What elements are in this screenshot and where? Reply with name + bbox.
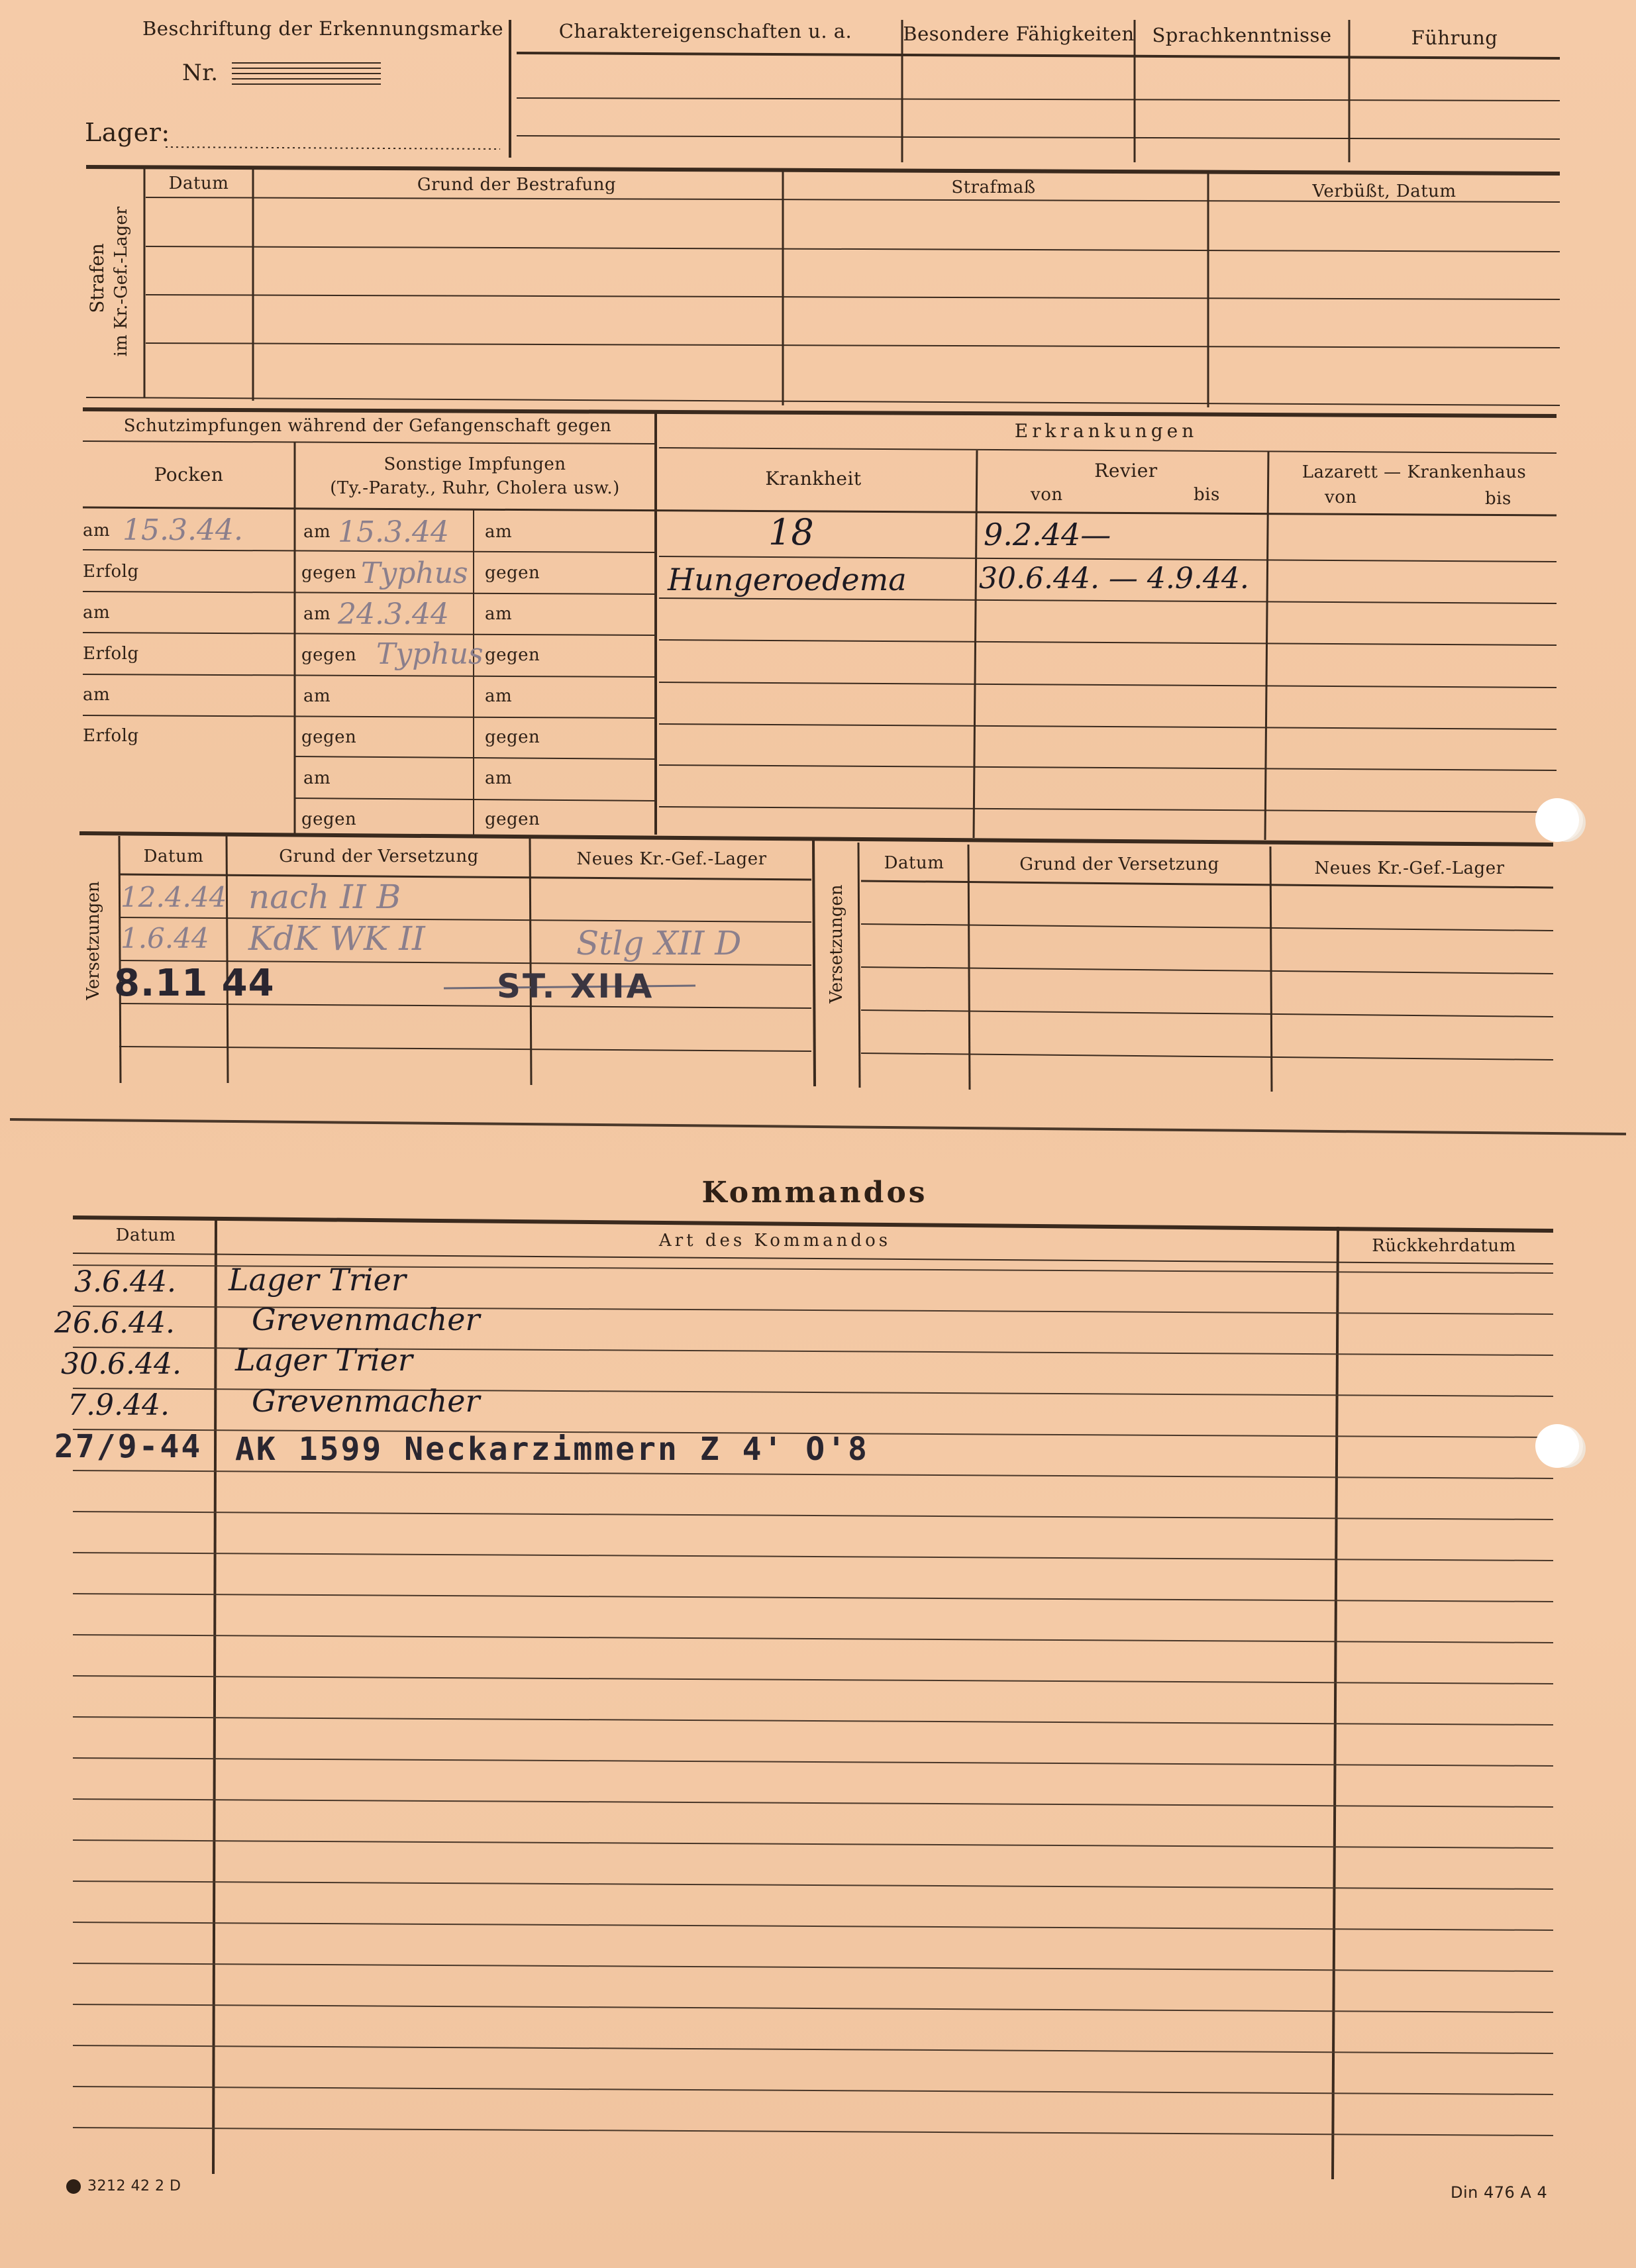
handwritten-kommando-datum-2: 26.6.44. bbox=[54, 1306, 175, 1340]
label-gegen: gegen bbox=[485, 727, 540, 747]
label-gegen: gegen bbox=[485, 809, 540, 829]
header-verbuesst: Verbüßt, Datum bbox=[1312, 181, 1457, 201]
label-erfolg: Erfolg bbox=[83, 726, 139, 746]
handwritten-pocken-date: 15.3.44. bbox=[123, 513, 243, 547]
side-label-versetzungen-left: Versetzungen bbox=[83, 881, 103, 1000]
label-gegen: gegen bbox=[301, 563, 357, 583]
handwritten-krankheit-1: 18 bbox=[768, 511, 814, 553]
handwritten-versetzung-grund-2: KdK WK II bbox=[248, 919, 425, 958]
label-am: am bbox=[83, 603, 111, 623]
label-gegen: gegen bbox=[301, 727, 357, 747]
header-sonstige-impfungen-sub: (Ty.-Paraty., Ruhr, Cholera usw.) bbox=[330, 478, 620, 498]
label-beschriftung: Beschriftung der Erkennungsmarke bbox=[142, 17, 504, 40]
stamp-versetzung-neues-3: ST. XIIA bbox=[497, 967, 654, 1005]
label-erfolg: Erfolg bbox=[83, 644, 139, 664]
label-erfolg: Erfolg bbox=[83, 562, 139, 582]
header-lazarett: Lazarett — Krankenhaus bbox=[1302, 462, 1527, 482]
handwritten-kommando-art-3: Lager Trier bbox=[235, 1342, 413, 1378]
label-revier-bis: bis bbox=[1194, 485, 1220, 505]
stamp-kommando-art-5: AK 1599 Neckarzimmern Z 4' O'8 bbox=[235, 1431, 869, 1468]
footer-print-code bbox=[66, 2178, 181, 2194]
handwritten-kommando-datum-3: 30.6.44. bbox=[61, 1347, 181, 1381]
label-am: am bbox=[485, 604, 513, 624]
punch-hole-upper bbox=[1535, 798, 1579, 842]
footer-din-format: Din 476 A 4 bbox=[1451, 2183, 1548, 2202]
header-kommando-datum: Datum bbox=[115, 1225, 176, 1245]
handwritten-kommando-art-2: Grevenmacher bbox=[252, 1302, 480, 1337]
side-label-strafen-lager: im Kr.-Gef.-Lager bbox=[111, 206, 131, 357]
handwritten-kommando-datum-4: 7.9.44. bbox=[68, 1388, 170, 1422]
header-neues-lager: Neues Kr.-Gef.-Lager bbox=[576, 849, 767, 869]
header-strafmass: Strafmaß bbox=[951, 178, 1036, 197]
section-title-kommandos: Kommandos bbox=[701, 1176, 928, 1210]
label-gegen: gegen bbox=[485, 645, 540, 665]
label-lazarett-von: von bbox=[1325, 488, 1357, 507]
header-grund-versetzung-right: Grund der Versetzung bbox=[1019, 854, 1219, 874]
label-gegen: gegen bbox=[485, 563, 540, 583]
header-grund-bestrafung: Grund der Bestrafung bbox=[417, 175, 617, 195]
label-am: am bbox=[303, 768, 331, 788]
label-revier-von: von bbox=[1031, 485, 1063, 505]
header-faehigkeiten: Besondere Fähigkeiten bbox=[903, 23, 1135, 45]
handwritten-krankheit-2: Hungeroedema bbox=[668, 562, 907, 597]
print-mark-icon bbox=[66, 2179, 81, 2194]
header-charakter: Charaktereigenschaften u. a. bbox=[558, 20, 852, 42]
handwritten-impfung-date-2: 24.3.44 bbox=[338, 597, 449, 631]
handwritten-impfung-date-1: 15.3.44 bbox=[338, 515, 449, 549]
side-label-strafen: Strafen bbox=[86, 243, 108, 313]
header-revier: Revier bbox=[1094, 460, 1158, 482]
label-am: am bbox=[485, 686, 513, 706]
label-gegen: gegen bbox=[301, 645, 357, 665]
footer-print-code-text: 3212 42 2 D bbox=[87, 2178, 181, 2194]
handwritten-impfung-gegen-2: Typhus bbox=[376, 637, 484, 671]
handwritten-versetzung-neues-2: Stlg XII D bbox=[576, 924, 742, 962]
header-strafen-datum: Datum bbox=[168, 174, 229, 193]
header-erkrankungen: Erkrankungen bbox=[1014, 420, 1198, 442]
punch-hole-lower bbox=[1535, 1424, 1579, 1468]
stamp-kommando-datum-5: 27/9-44 bbox=[54, 1428, 203, 1465]
label-nr: Nr. bbox=[182, 60, 219, 86]
header-neues-lager-right: Neues Kr.-Gef.-Lager bbox=[1314, 858, 1505, 878]
handwritten-versetzung-grund-1: nach II B bbox=[248, 878, 401, 916]
header-sprachkenntnisse: Sprachkenntnisse bbox=[1152, 24, 1332, 46]
header-art-kommandos: Art des Kommandos bbox=[658, 1231, 892, 1251]
header-rueckkehrdatum: Rückkehrdatum bbox=[1372, 1236, 1516, 1256]
label-gegen: gegen bbox=[301, 809, 357, 829]
label-am: am bbox=[303, 522, 331, 542]
header-grund-versetzung: Grund der Versetzung bbox=[279, 847, 479, 866]
header-pocken: Pocken bbox=[154, 464, 224, 486]
label-am: am bbox=[485, 522, 513, 542]
handwritten-kommando-art-4: Grevenmacher bbox=[252, 1383, 480, 1419]
header-fuehrung: Führung bbox=[1411, 26, 1498, 49]
handwritten-kommando-datum-1: 3.6.44. bbox=[74, 1265, 176, 1299]
handwritten-versetzung-datum-1: 12.4.44 bbox=[121, 881, 227, 913]
handwritten-revier-2: 30.6.44. — 4.9.44. bbox=[979, 562, 1249, 595]
header-versetzung-datum: Datum bbox=[143, 847, 204, 866]
label-lazarett-bis: bis bbox=[1485, 489, 1511, 509]
side-label-versetzungen-right: Versetzungen bbox=[827, 884, 846, 1004]
handwritten-kommando-art-1: Lager Trier bbox=[229, 1262, 406, 1298]
stamp-versetzung-datum-3: 8.11 44 bbox=[114, 962, 275, 1005]
header-schutzimpfungen: Schutzimpfungen während der Gefangenschaft gegen bbox=[123, 416, 612, 436]
label-am: am bbox=[485, 768, 513, 788]
header-sonstige-impfungen: Sonstige Impfungen bbox=[383, 454, 566, 474]
label-am: am bbox=[83, 521, 111, 541]
label-am: am bbox=[303, 604, 331, 624]
handwritten-impfung-gegen-1: Typhus bbox=[361, 556, 468, 590]
label-am: am bbox=[303, 686, 331, 706]
header-versetzung-datum-right: Datum bbox=[884, 853, 945, 873]
header-krankheit: Krankheit bbox=[765, 468, 862, 490]
handwritten-revier-1: 9.2.44— bbox=[984, 517, 1111, 552]
handwritten-versetzung-datum-2: 1.6.44 bbox=[121, 922, 209, 954]
label-lager: Lager: bbox=[85, 118, 170, 147]
label-am: am bbox=[83, 685, 111, 705]
